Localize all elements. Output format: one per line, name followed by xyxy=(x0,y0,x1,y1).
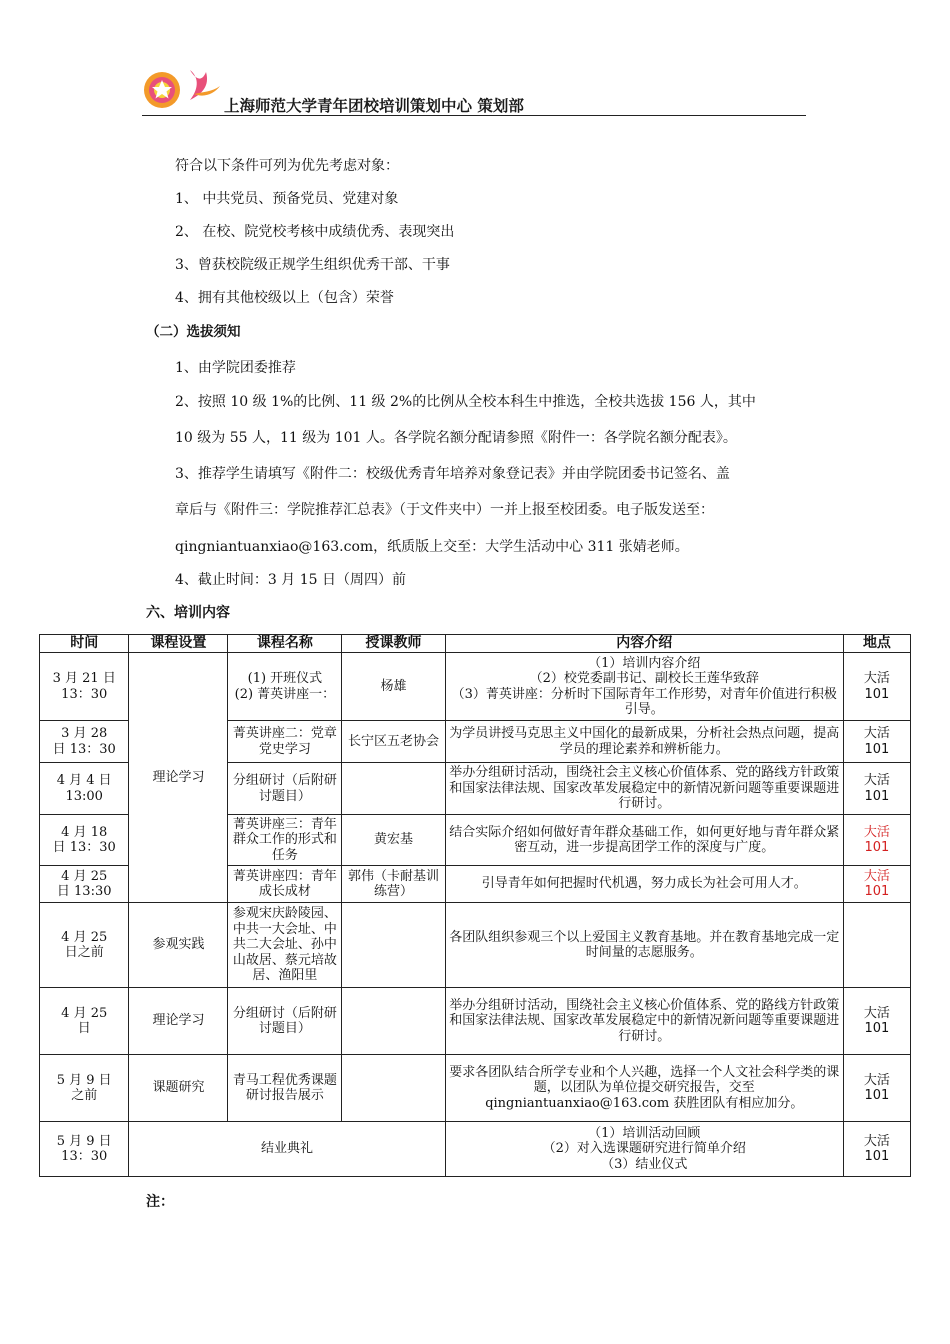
column-header: 课程设置 xyxy=(129,635,228,653)
teacher-cell: 长宁区五老协会 xyxy=(342,721,445,763)
table-row xyxy=(40,988,911,1055)
time-cell: 5 月 9 日 之前 xyxy=(40,1055,129,1122)
course-cell: 菁英讲座三：青年群众工作的形式和任务 xyxy=(228,815,342,866)
table-row xyxy=(40,1122,911,1177)
notice-item: qingniantuanxiao@163.com，纸质版上交至：大学生活动中心 311 张婧老师。 xyxy=(175,539,689,555)
course-cell: 菁英讲座二：党章党史学习 xyxy=(228,721,342,763)
notice-item: 章后与《附件三：学院推荐汇总表》（于文件夹中）一并上报至校团委。电子版发送至： xyxy=(175,502,714,518)
time-cell: 4 月 25 日之前 xyxy=(40,903,129,988)
course-cell: (1) 开班仪式 (2) 菁英讲座一： xyxy=(228,653,342,721)
time-cell: 3 月 28 日 13：30 xyxy=(40,721,129,763)
course-cell: 分组研讨（后附研讨题目） xyxy=(228,763,342,815)
column-header: 授课教师 xyxy=(342,635,445,653)
content-cell: 各团队组织参观三个以上爱国主义教育基地。并在教育基地完成一定时间量的志愿服务。 xyxy=(445,903,843,988)
table-row xyxy=(40,653,911,721)
content-cell: 结合实际介绍如何做好青年群众基础工作，如何更好地与青年群众紧密互动，进一步提高团学工作的深度与广度。 xyxy=(445,815,843,866)
section-heading: 六、培训内容 xyxy=(146,605,230,621)
training-schedule-table xyxy=(39,634,911,1177)
teacher-cell xyxy=(342,763,445,815)
time-cell: 3 月 21 日 13：30 xyxy=(40,653,129,721)
course-cell: 菁英讲座四：青年成长成材 xyxy=(228,866,342,903)
note-label: 注： xyxy=(146,1194,174,1210)
setting-cell: 课题研究 xyxy=(129,1055,228,1122)
table-header-row xyxy=(40,635,911,653)
notice-item: 10 级为 55 人，11 级为 101 人。各学院名额分配请参照《附件一：各学院名额分配表》。 xyxy=(175,430,737,446)
time-cell: 5 月 9 日 13：30 xyxy=(40,1122,129,1177)
content-cell: 举办分组研讨活动，围绕社会主义核心价值体系、党的路线方针政策和国家法律法规、国家改革发展稳定中的新情况新问题等重要课题进行研讨。 xyxy=(445,763,843,815)
notice-item: 4、截止时间：3 月 15 日（周四）前 xyxy=(175,572,406,588)
content-cell: （1）培训活动回顾 （2）对入选课题研究进行简单介绍 （3）结业仪式 xyxy=(445,1122,843,1177)
table-row xyxy=(40,903,911,988)
place-cell xyxy=(843,903,910,988)
content-cell: 要求各团队结合所学专业和个人兴趣，选择一个人文社会科学类的课题，以团队为单位提交研究报告，交至 qingniantuanxiao@163.com 获胜团队有相应加分。 xyxy=(445,1055,843,1122)
content-cell: 举办分组研讨活动，围绕社会主义核心价值体系、党的路线方针政策和国家法律法规、国家改革发展稳定中的新情况新问题等重要课题进行研讨。 xyxy=(445,988,843,1055)
teacher-cell: 黄宏基 xyxy=(342,815,445,866)
setting-cell: 理论学习 xyxy=(129,653,228,903)
condition-item: 1、 中共党员、预备党员、党建对象 xyxy=(175,191,399,207)
course-cell: 参观宋庆龄陵园、中共一大会址、中共二大会址、孙中山故居、蔡元培故居、渔阳里 xyxy=(228,903,342,988)
course-cell: 分组研讨（后附研讨题目） xyxy=(228,988,342,1055)
condition-item: 4、拥有其他校级以上（包含）荣誉 xyxy=(175,290,394,306)
column-header: 课程名称 xyxy=(228,635,342,653)
section-heading: （二）选拔须知 xyxy=(146,324,241,340)
table-row xyxy=(40,1055,911,1122)
condition-item: 2、 在校、院党校考核中成绩优秀、表现突出 xyxy=(175,224,455,240)
place-cell: 大活 101 xyxy=(843,1055,910,1122)
content-cell: （1）培训内容介绍 （2）校党委副书记、副校长王莲华致辞 （3）菁英讲座：分析时下国际青年工作形势，对青年价值进行积极引导。 xyxy=(445,653,843,721)
setting-cell: 理论学习 xyxy=(129,988,228,1055)
course-cell: 青马工程优秀课题研讨报告展示 xyxy=(228,1055,342,1122)
course-cell: 结业典礼 xyxy=(129,1122,445,1177)
time-cell: 4 月 18 日 13：30 xyxy=(40,815,129,866)
column-header: 内容介绍 xyxy=(445,635,843,653)
place-cell: 大活 101 xyxy=(843,988,910,1055)
column-header: 时间 xyxy=(40,635,129,653)
place-cell: 大活 101 xyxy=(843,763,910,815)
place-cell: 大活 101 xyxy=(843,866,910,903)
teacher-cell xyxy=(342,1055,445,1122)
document-header xyxy=(140,62,808,118)
content-cell: 引导青年如何把握时代机遇，努力成长为社会可用人才。 xyxy=(445,866,843,903)
condition-item: 3、曾获校院级正规学生组织优秀干部、干事 xyxy=(175,257,450,273)
notice-item: 3、推荐学生请填写《附件二：校级优秀青年培养对象登记表》并由学院团委书记签名、盖 xyxy=(175,466,730,482)
time-cell: 4 月 25 日 13:30 xyxy=(40,866,129,903)
notice-item: 1、由学院团委推荐 xyxy=(175,360,296,376)
teacher-cell xyxy=(342,988,445,1055)
time-cell: 4 月 4 日 13:00 xyxy=(40,763,129,815)
notice-item: 2、按照 10 级 1%的比例、11 级 2%的比例从全校本科生中推选，全校共选拔 156 人，其中 xyxy=(175,394,756,410)
place-cell: 大活 101 xyxy=(843,1122,910,1177)
header-divider xyxy=(142,115,806,116)
time-cell: 4 月 25 日 xyxy=(40,988,129,1055)
header-title: 上海师范大学青年团校培训策划中心 策划部 xyxy=(224,97,524,115)
place-cell: 大活 101 xyxy=(843,815,910,866)
column-header: 地点 xyxy=(843,635,910,653)
content-cell: 为学员讲授马克思主义中国化的最新成果，分析社会热点问题，提高学员的理论素养和辨析能力。 xyxy=(445,721,843,763)
logo-icon xyxy=(140,64,222,116)
intro-text: 符合以下条件可列为优先考虑对象： xyxy=(175,158,399,174)
teacher-cell xyxy=(342,903,445,988)
place-cell: 大活 101 xyxy=(843,653,910,721)
teacher-cell: 郭伟（卡耐基训练营） xyxy=(342,866,445,903)
teacher-cell: 杨雄 xyxy=(342,653,445,721)
place-cell: 大活 101 xyxy=(843,721,910,763)
setting-cell: 参观实践 xyxy=(129,903,228,988)
